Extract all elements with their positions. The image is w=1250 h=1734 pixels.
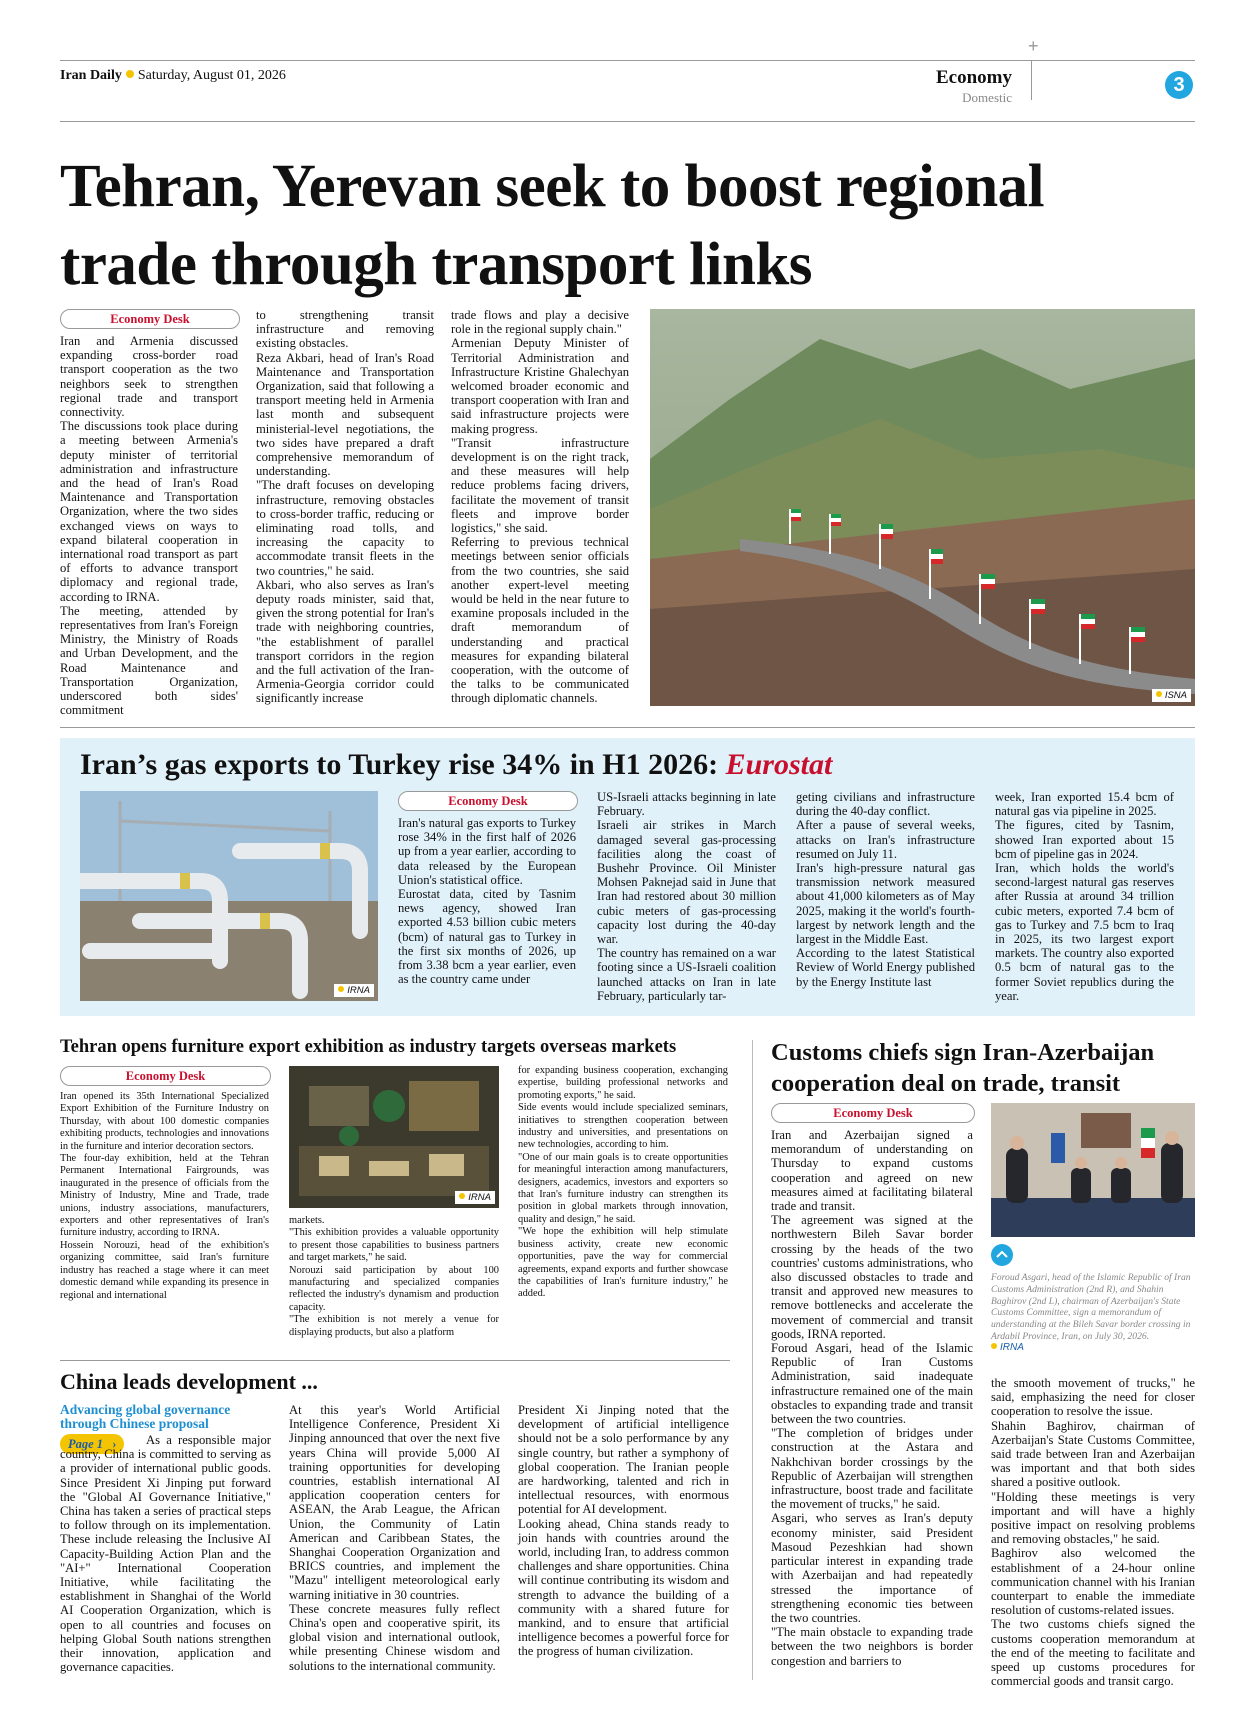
gas-column-3: geting civilians and infrastructure during the 40-day conflict. After a pause of several weeks, attacks on Iran's infrastructure resumed on July 11. Iran's high-pressure natural gas transmission network measured about 41,000 kilometers as of May 2025, making it the world's fourth-largest by network length and the largest in the Middle East. According to the latest Statistical Review of World Energy published by the Energy Institute last xyxy=(796,790,975,989)
furniture-column-1: Iran opened its 35th International Specialized Export Exhibition of the Furniture Industry on Thursday, with about 100 domestic companies exhibiting products, technologies and innovations in the furniture and interior decoration sectors. The four-day exhibition, held at the Tehran Permanent International Fairgrounds, was inaugurated in the presence of officials from the Ministry of Industry, Mine and Trade, trade unions, industry associations, manufacturers, exporters and other representatives of Iran's furniture industry, according to IRNA. Hossein Norouzi, head of the exhibition's organizing committee, said Iran's furniture industry has reached a stage where it can meet domestic demand while expanding its presence in regional and international xyxy=(60,1091,269,1301)
furniture-exhibition-image xyxy=(289,1066,499,1208)
china-column-3: President Xi Jinping noted that the development of artificial intelligence should not be a solo performance by any single country, but rather a symphony of global cooperation. The Iranian people are hardworking, talented and rich in intellectual resources, with enormous potential for AI development. Looking ahead, China stands ready to join hands with countries around the world, including Iran, to address common challenges and share opportunities. China will continue contributing its wisdom and strength to advance the building of a community with a shared future for mankind, and to ensure that artificial intelligence becomes a powerful force for the progress of human civilization. xyxy=(518,1403,729,1659)
furniture-column-3: for expanding business cooperation, exchanging expertise, building professional networks and promoting exports," he said. Side events would include specialized seminars, initiatives to strengthen cooperation between industry and universities, and presentations on new technologies, according to him. "One of our main goals is to create opportunities for meaningful interaction among manufacturers, designers, academics, investors and exporters so that Iran's furniture industry can strengthen its position in global markets through innovation, quality and design," he said. "We hope the exhibition will help stimulate business activity, create new economic opportunities, pave the way for commercial agreements, expand exports and further showcase the capabilities of Iran's furniture industry," he added. xyxy=(518,1065,728,1300)
gas-photo-credit: IRNA xyxy=(334,984,374,997)
customs-headline: Customs chiefs sign Iran-Azerbaijan cooperation deal on trade, transit xyxy=(771,1039,1155,1097)
caption-arrow-icon xyxy=(991,1244,1013,1266)
masthead-divider xyxy=(1031,60,1032,100)
furniture-headline: Tehran opens furniture export exhibition as industry targets overseas markets xyxy=(60,1037,677,1057)
lead-column-3: trade flows and play a decisive role in the regional supply chain." Armenian Deputy Minister of Territorial Administration and Infrastructure Kristine Ghalechyan welcomed broader economic and transport cooperation with Iran and said infrastructure projects were making progress. "Transit infrastructure development is on the right track, and these measures will help reduce problems facing drivers, facilitate the movement of transit fleets and improve border logistics," she said. Referring to previous technical meetings between senior officials from the two countries, she said another expert-level meeting would be held in the near future to examine proposals included in the draft memorandum of understanding and practical measures for expanding bilateral cooperation, with the outcome of the talks to be communicated through diplomatic channels. xyxy=(451,308,629,706)
bullet-dot xyxy=(126,70,134,78)
customs-column-2: the smooth movement of trucks," he said, emphasizing the need for closer cooperation to resolve the issue. Shahin Baghirov, chairman of Azerbaijan's State Customs Committee, said trade between Iran and Azerbaijan was important and that both sides shared a positive outlook. "Holding these meetings is very important and will have a highly positive impact on resolving problems and removing obstacles," he said. Baghirov also welcomed the establishment of a 24-hour online communication channel with his Iranian counterpart to enable the immediate resolution of customs-related issues. The two customs chiefs signed the customs cooperation memorandum at the end of the meeting to facilitate and speed up customs procedures for commercial goods and transit cargo. xyxy=(991,1376,1195,1689)
lead-headline-line1: Tehran, Yerevan seek to boost regional xyxy=(60,153,1045,220)
china-subhead: Advancing global governance through Chinese proposal xyxy=(60,1402,231,1431)
lead-headline xyxy=(60,148,1200,304)
gas-photo xyxy=(80,791,378,1001)
lead-column-2: to strengthening transit infrastructure and removing existing obstacles. Reza Akbari, head of Iran's Road Maintenance and Transportation Organization, said that following a transport meeting held in Armenia last month and subsequent ministerial-level negotiations, the two sides have prepared a draft comprehensive memorandum of understanding. "The draft focuses on developing infrastructure, removing obstacles to cross-border traffic, reducing or eliminating road tolls, and increasing the capacity to accommodate transit fleets in the two countries," he said. Akbari, who also serves as Iran's deputy roads minister, said that, given the strong potential for Iran's trade with neighboring countries, "the establishment of parallel transport corridors in the region and the full activation of the Iran-Armenia-Georgia corridor could significantly increase xyxy=(256,308,434,706)
crosshair-mark: + xyxy=(1028,36,1039,56)
gas-column-1: Iran's natural gas exports to Turkey rose 34% in the first half of 2026 up from a year earlier, according to data released by the European Union's statistical office. Eurostat data, cited by Tasnim news agency, showed Iran exported 4.53 billion cubic meters (bcm) of natural gas to Turkey in the first six months of 2026, up from 3.38 bcm a year earlier, even as the country came under xyxy=(398,816,576,987)
lead-photo-credit: ISNA xyxy=(1152,689,1191,702)
customs-photo xyxy=(991,1103,1195,1237)
customs-desk-label: Economy Desk xyxy=(771,1103,975,1123)
section-name: Economy xyxy=(936,67,1012,88)
china-column-2: At this year's World Artificial Intelligence Conference, President Xi Jinping announced that over the next five years China will provide 5,000 AI training opportunities for developing countries, establish international AI application cooperation centers for ASEAN, the Arab League, the African Union, the Community of Latin American and Caribbean States, the Shanghai Cooperation Organization and BRICS countries, and implement the "Mazu" intelligent meteorological early warning initiative in 30 countries. These concrete measures fully reflect China's open and cooperative spirit, its global vision and international outlook, while presenting Chinese wisdom and solutions to the international community. xyxy=(289,1403,500,1673)
furniture-column-2: markets. "This exhibition provides a valuable opportunity to present those capabilities to business partners and target markets," he said. Norouzi said participation by about 100 manufacturing and specialized companies reflected the industry's dynamism and production capacity. "The exhibition is not merely a venue for displaying products, but also a platform xyxy=(289,1215,499,1338)
furniture-desk-label: Economy Desk xyxy=(60,1066,271,1086)
customs-signing-image xyxy=(991,1103,1195,1237)
lead-desk-label: Economy Desk xyxy=(60,309,240,329)
lead-photo xyxy=(650,309,1195,706)
gas-pipeline-image xyxy=(80,791,378,1001)
customs-photo-credit: IRNA xyxy=(991,1342,1024,1353)
column-divider xyxy=(752,1040,753,1680)
customs-column-1: Iran and Azerbaijan signed a memorandum of understanding on Thursday to expand customs cooperation and agreed on new measures aimed at facilitating bilateral trade and transit. The agreement was signed at the northwestern Bileh Savar border crossing by the heads of the two countries' customs administrations, who also discussed obstacles to trade and transit and approved new measures to remove bottlenecks and accelerate the movement of commercial and transit goods, IRNA reported. Foroud Asgari, head of the Islamic Republic of Iran Customs Administration, said inadequate infrastructure remained one of the main obstacles to expanding trade and transit between the two countries. "The completion of bridges under construction at the Astara and Nakhchivan border crossings by the Republic of Azerbaijan will strengthen infrastructure, boost trade and facilitate the movement of trucks," he said. Asgari, who serves as Iran's deputy economy minister, said President Masoud Pezeshkian had shown particular interest in expanding trade with Azerbaijan and had repeatedly stressed the importance of strengthening economic ties between the two countries. "The main obstacle to expanding trade between the two neighbors is border congestion and barriers to xyxy=(771,1128,973,1668)
gas-headline: Iran’s gas exports to Turkey rise 34% in H1 2026: Eurostat xyxy=(80,748,833,781)
issue-date: Saturday, August 01, 2026 xyxy=(137,68,286,83)
customs-photo-caption: Foroud Asgari, head of the Islamic Republic of Iran Customs Administration (2nd R), and Shahin Baghirov (2nd L), chairman of Azerbaijan's State Customs Committee, sign a memorandum of understanding at the Bileh Savar border crossing in Ardabil Province, Iran, on July 30, 2026. xyxy=(991,1272,1191,1342)
furniture-photo xyxy=(289,1066,499,1208)
mountain-road-image xyxy=(650,309,1195,706)
chevron-right-icon: › xyxy=(112,1437,117,1451)
page-number-badge: 3 xyxy=(1165,71,1193,99)
lead-column-1: Iran and Armenia discussed expanding cross-border road transport cooperation as the two neighbors seek to strengthen regional trade and transport connectivity. The discussions took place during a meeting between Armenia's deputy minister of territorial administration and infrastructure and the head of Iran's Road Maintenance and Transportation Organization, where the two sides exchanged views on ways to expand bilateral cooperation in international road transport as part of efforts to advance transport diplomacy and regional trade, according to IRNA. The meeting, attended by representatives from Iran's Foreign Ministry, the Ministry of Roads and Urban Development, and the Road Maintenance and Transportation Organization, underscored both sides' commitment xyxy=(60,334,238,718)
masthead-left xyxy=(60,68,286,84)
gas-headline-source: Eurostat xyxy=(725,748,833,781)
gas-column-2: US-Israeli attacks beginning in late February. Israeli air strikes in March damaged several gas-processing facilities along the coast of Bushehr Province. Oil Minister Mohsen Paknejad said in June that Iran had restored about 30 million cubic meters of gas-processing capacity lost during the 40-day war. The country has remained on a war footing since a US-Israeli coalition launched attacks on Iran in late February, particularly tar- xyxy=(597,790,776,1003)
china-headline: China leads development ... xyxy=(60,1369,318,1394)
page-1-link[interactable]: Page 1 › xyxy=(60,1434,124,1454)
section-subname: Domestic xyxy=(962,90,1012,105)
gas-column-4: week, Iran exported 15.4 bcm of natural gas via pipeline in 2025. The figures, cited by Tasnim, showed Iran exported about 15 bcm of pipeline gas in 2024. Iran, which holds the world's second-largest natural gas reserves after Russia at around 34 trillion cubic meters, exported 7.4 bcm of gas to Turkey and 7.5 bcm to Iraq in 2025, its two largest export markets. The country also exported 0.5 bcm of natural gas to the former Soviet republics during the year. xyxy=(995,790,1174,1003)
lead-headline-line2: trade through transport links xyxy=(60,231,813,298)
gas-desk-label: Economy Desk xyxy=(398,791,578,811)
paper-name: Iran Daily xyxy=(60,68,122,83)
china-column-1: As a responsible major country, China is committed to serving as a provider of international public goods. Since President Xi Jinping put forward the "Global AI Governance Initiative," China has taken a series of practical steps to follow through on its implementation. These include releasing the Inclusive AI Capacity-Building Action Plan and the "AI+" International Cooperation Initiative, while facilitating the establishment in Shanghai of the World AI Cooperation Organization, which is open to all countries and focuses on helping Global South nations strengthen their innovation, application and governance capacities. xyxy=(60,1433,271,1675)
furniture-photo-credit: IRNA xyxy=(455,1191,495,1204)
